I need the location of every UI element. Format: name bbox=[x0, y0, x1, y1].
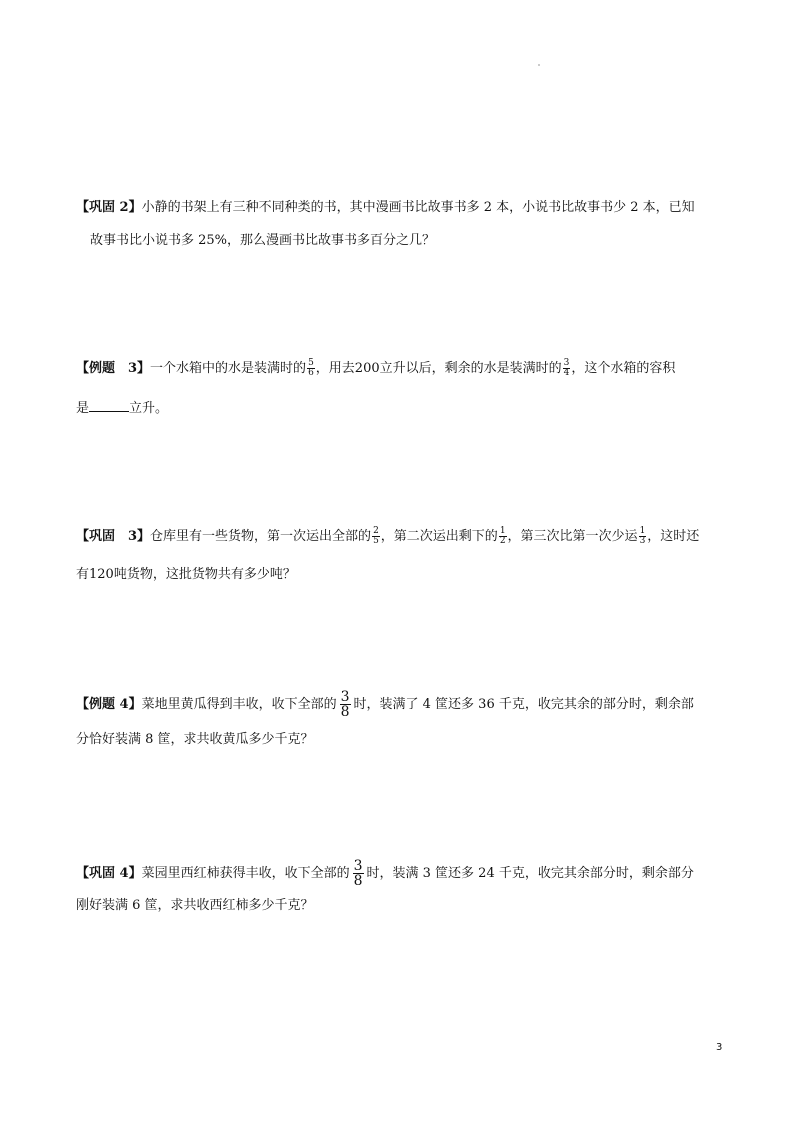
problem-line bbox=[76, 357, 675, 378]
problem-text: 小静的书架上有三种不同种类的书，其中漫画书比故事书多 2 本，小说书比故事书少 2 本，已知 bbox=[141, 200, 695, 215]
problem-text: 一个水箱中的水是装满时的 bbox=[150, 361, 307, 376]
problem-tag: 【例题 3】 bbox=[76, 361, 151, 376]
problem-text: 分恰好装满 8 筐，求共收黄瓜多少千克？ bbox=[76, 732, 314, 747]
problem-line bbox=[76, 563, 296, 582]
problem-text: 刚好装满 6 筐，求共收西红柿多少千克？ bbox=[76, 898, 314, 913]
problem-text: ，这个水箱的容积 bbox=[571, 361, 676, 376]
page-number: 3 bbox=[716, 1042, 723, 1053]
problem-text: ，第三次比第一次少运 bbox=[507, 529, 638, 544]
scan-speck bbox=[538, 64, 540, 66]
fraction: $\frac{2}{5}$ bbox=[373, 526, 379, 546]
problem-line bbox=[76, 690, 694, 719]
fraction: $\frac{3}{4}$ bbox=[563, 358, 570, 378]
fraction: $\frac{3}{8}$ bbox=[353, 858, 363, 889]
problem-tag: 【巩固 4】 bbox=[76, 866, 142, 881]
problem-text: ，用去200立升以后，剩余的水是装满时的 bbox=[315, 361, 562, 376]
problem-line bbox=[76, 728, 314, 747]
problem-line bbox=[76, 859, 694, 888]
problem-line bbox=[90, 229, 435, 248]
problem-text: 仓库里有一些货物，第一次运出全部的 bbox=[150, 529, 372, 544]
problem-text: ，这时还 bbox=[647, 529, 700, 544]
problem-line bbox=[76, 196, 695, 215]
fraction: $\frac{1}{2}$ bbox=[499, 526, 506, 546]
problem-text: 菜地里黄瓜得到丰收，收下全部的 bbox=[141, 697, 337, 712]
problem-text: ，第二次运出剩下的 bbox=[380, 529, 498, 544]
answer-blank[interactable] bbox=[89, 401, 129, 412]
problem-text: 菜园里西红柿获得丰收，收下全部的 bbox=[141, 866, 350, 881]
fraction: $\frac{1}{3}$ bbox=[639, 526, 646, 546]
problem-line bbox=[76, 894, 314, 913]
fraction: $\frac{3}{8}$ bbox=[340, 689, 350, 720]
problem-tag: 【巩固 3】 bbox=[76, 529, 151, 544]
problem-tag: 【例题 4】 bbox=[76, 697, 142, 712]
problem-text: 有120吨货物，这批货物共有多少吨？ bbox=[76, 567, 296, 582]
fraction: $\frac{5}{6}$ bbox=[308, 358, 314, 378]
problem-text: 立升。 bbox=[129, 401, 169, 416]
problem-text: 时，装满 3 筐还多 24 千克，收完其余部分时，剩余部分 bbox=[366, 866, 694, 881]
problem-line bbox=[76, 397, 168, 416]
problem-text: 时，装满了 4 筐还多 36 千克，收完其余的部分时，剩余部 bbox=[353, 697, 694, 712]
problem-line bbox=[76, 525, 699, 546]
problem-text: 是 bbox=[76, 401, 90, 416]
problem-tag: 【巩固 2】 bbox=[76, 200, 142, 215]
problem-text: 故事书比小说书多 25%，那么漫画书比故事书多百分之几？ bbox=[90, 233, 436, 248]
